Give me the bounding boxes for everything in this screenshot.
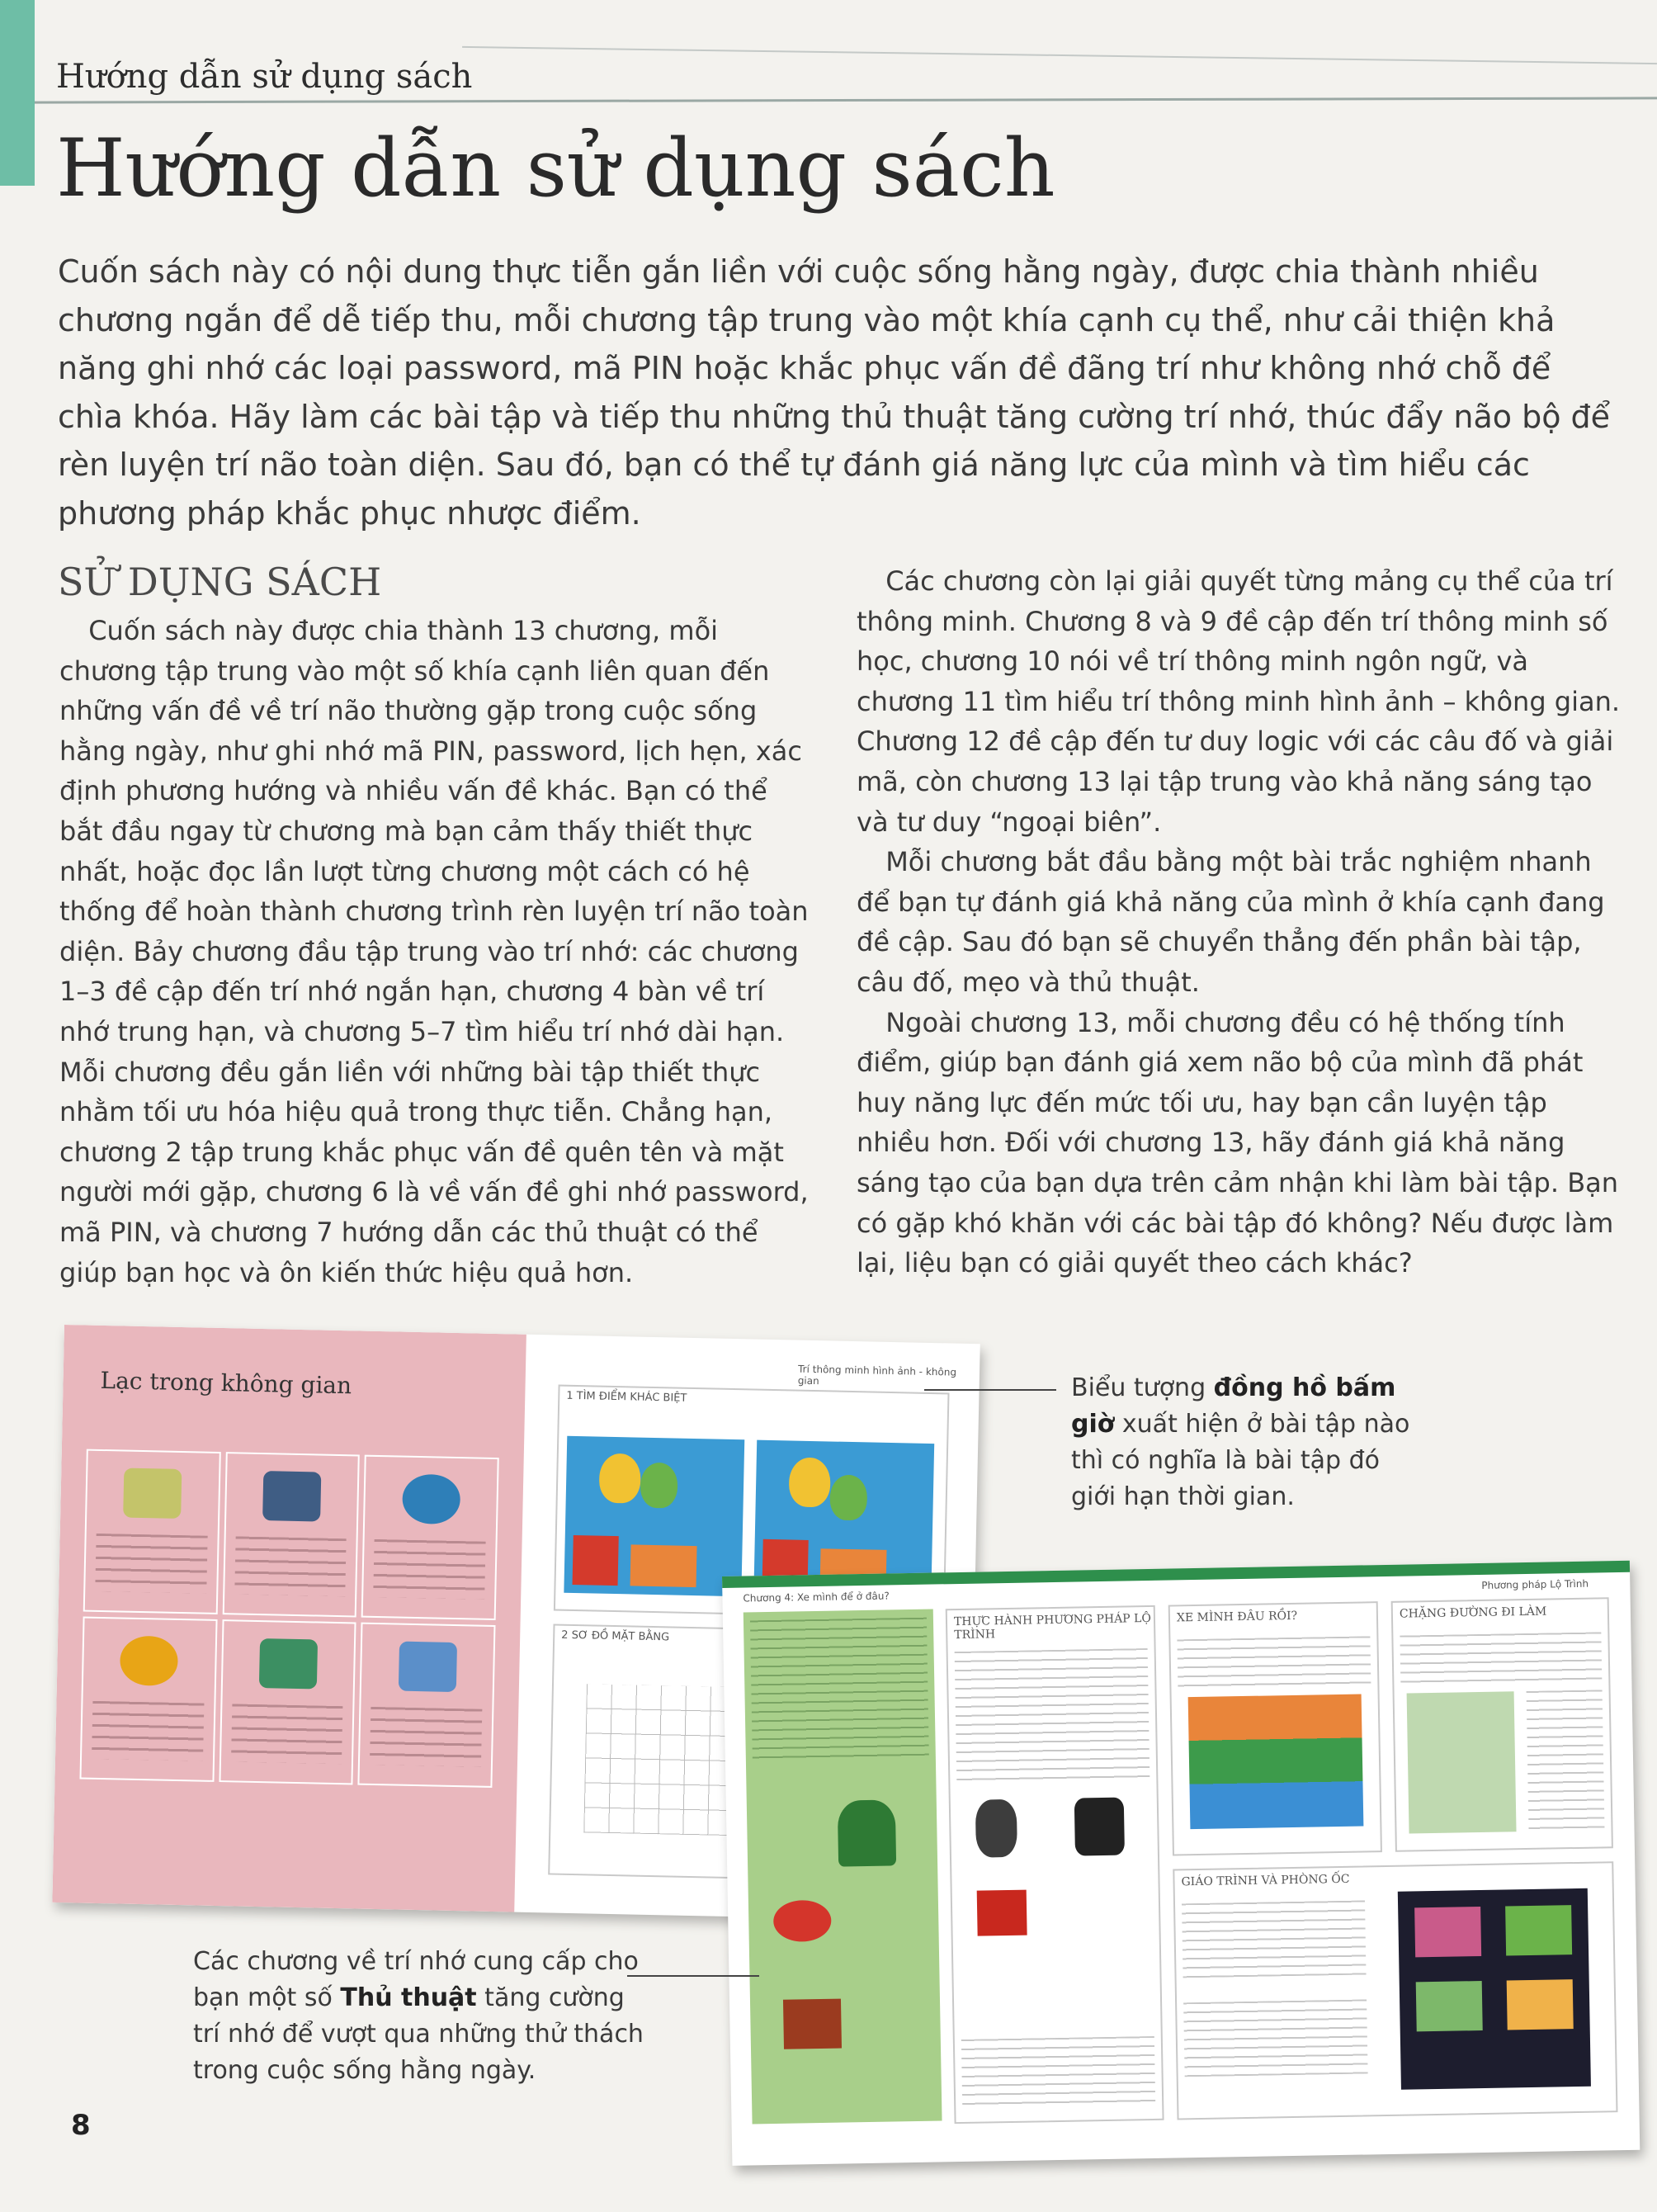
callout-text: Các chương về trí nhớ cung cấp cho bạn một số [193,1947,639,2012]
section-heading: SỬ DỤNG SÁCH [58,560,382,604]
puzzle-picture-a [564,1436,744,1596]
body-paragraph: Ngoài chương 13, mỗi chương đều có hệ thống tính điểm, giúp bạn đánh giá xem não bộ của mình đã phát huy năng lực đến mức tối ưu, hay bạn cần luyện tập nhiều hơn. Đối với chương 13, hãy đánh giá khả năng sáng tạo của bạn dựa trên cảm nhận khi làm bài tập. Bạn có gặp khó khăn với các bài tập đó không? Nếu được làm lại, liệu bạn có giải quyết theo cách khác? [857,1006,1619,1279]
text-lines [750,1618,929,1761]
bird-icon [975,1799,1017,1858]
book-icon [1416,1981,1483,2031]
book-icon [1505,1905,1572,1955]
callout-text: tăng cường trí nhớ để vượt qua những thử thách trong cuộc sống hằng ngày. [193,1983,644,2085]
text-lines [231,1704,343,1764]
tree-icon [838,1799,896,1866]
text-lines [1400,1632,1602,1685]
text-lines [955,1648,1150,1784]
castle-icon [783,1999,842,2049]
spread-left-page [52,1325,526,1912]
intro-paragraph: Cuốn sách này có nội dung thực tiễn gắn liền với cuộc sống hằng ngày, được chia thành nhiều chương ngắn để dễ tiếp thu, mỗi chương tập trung vào một khía cạnh cụ thể, như cải thiện khả năng ghi nhớ các loại password, mã PIN hoặc khắc phục vấn đề đãng trí như không nhớ chỗ để chìa khóa. Hãy làm các bài tập và tiếp thu những thủ thuật tăng cường trí nhớ, thúc đẩy não bộ để rèn luyện trí não toàn diện. Sau đó, bạn có thể tự đánh giá năng lực của mình và tìm hiểu các phương pháp khắc phục nhược điểm. [58,253,1611,532]
header-rule-top [462,46,1657,64]
monster-icon [1074,1798,1125,1856]
callout-leader-top [924,1389,1056,1391]
exercise-grid [79,1449,498,1788]
callout-bold: đồng hồ bấm giờ [1071,1373,1396,1439]
exercise-title: CHẶNG ĐƯỜNG ĐI LÀM [1399,1605,1547,1621]
technique-panel [744,1609,942,2125]
exercise-column [1173,1861,1617,2120]
callout-tips [193,1944,655,2089]
text-lines [1182,1900,1367,1978]
balloon-shape [599,1453,641,1504]
chapter-tab-marker [0,0,35,186]
map-icon [259,1638,318,1689]
exercise-cell [222,1452,360,1617]
exercise-column [946,1605,1164,2124]
text-lines [374,1539,486,1600]
cake-shape [630,1544,697,1587]
spread-tag: Trí thông minh hình ảnh - không gian [797,1363,957,1387]
sample-spread-route [722,1561,1640,2166]
parking-garage-illustration [1188,1694,1364,1830]
text-lines [370,1707,482,1767]
exercise-cell [361,1455,499,1620]
callout-text: Biểu tượng [1071,1373,1214,1402]
header-rule [35,97,1657,103]
tape-icon [120,1636,178,1686]
exercise-title: XE MÌNH ĐÂU RỒI? [1176,1609,1298,1625]
book-icon [1414,1907,1481,1957]
spread-chapter-title: Lạc trong không gian [100,1366,352,1400]
body-paragraph: Cuốn sách này được chia thành 13 chương, mỗi chương tập trung vào một số khía cạnh liên quan đến những vấn đề về trí não thường gặp trong cuộc sống hằng ngày, như ghi nhớ mã PIN, password, lịch hẹn, xác định phương hướng và nhiều vấn đề khác. Bạn có thể bắt đầu ngay từ chương mà bạn cảm thấy thiết thực nhất, hoặc đọc lần lượt từng chương một cách có hệ thống để hoàn thành chương trình rèn luyện trí não toàn diện. Bảy chương đầu tập trung vào trí nhớ: các chương 1–3 đề cập đến trí nhớ ngắn hạn, chương 4 bàn về trí nhớ trung hạn, và chương 5–7 tìm hiểu trí nhớ dài hạn. Mỗi chương đều gắn liền với những bài tập thiết thực nhằm tối ưu hóa hiệu quả trong thực tiễn. Chẳng hạn, chương 2 tập trung khắc phục vấn đề quên tên và mặt người mới gặp, chương 6 là về vấn đề ghi nhớ password, mã PIN, và chương 7 hướng dẫn các thủ thuật có thể giúp bạn học và ôn kiến thức hiệu quả hơn. [59,615,809,1288]
spread-chapter-label: Chương 4: Xe mình để ở đâu? [743,1590,890,1605]
callout-bold: Thủ thuật [340,1983,477,2012]
balloon-shape [829,1474,867,1520]
right-column [857,561,1628,1283]
flowers-icon [773,1900,832,1942]
red-square-icon [977,1890,1027,1936]
balloon-shape [640,1463,678,1509]
balloon-shape [789,1457,831,1507]
gift-shape [573,1535,619,1586]
exercise-column [1168,1601,1382,1855]
text-lines [95,1534,207,1594]
car-icon [262,1471,321,1521]
exercise-cell [358,1623,496,1788]
body-paragraph: Các chương còn lại giải quyết từng mảng cụ thể của trí thông minh. Chương 8 và 9 đề cập đến trí thông minh số học, chương 10 nói về trí thông minh ngôn ngữ, và chương 11 tìm hiểu trí thông minh hình ảnh – không gian. Chương 12 đề cập đến tư duy logic với các câu đố và giải mã, còn chương 13 lại tập trung vào khả năng sáng tạo và tư duy “ngoại biên”. [857,565,1621,838]
answer-lines [1527,1690,1605,1832]
exercise-cell [83,1449,221,1614]
running-head: Hướng dẫn sử dụng sách [56,58,473,96]
exercise-title: 2 SƠ ĐỒ MẶT BẰNG [561,1628,670,1644]
exercise-title: GIÁO TRÌNH VÀ PHÒNG ỐC [1181,1872,1350,1889]
answer-lines [1183,1999,1368,2077]
city-map-illustration [1407,1691,1517,1833]
exercise-title: 1 TÌM ĐIỂM KHÁC BIỆT [566,1389,687,1405]
text-lines [1177,1636,1371,1689]
left-column [59,611,819,1293]
objects-icon [123,1468,182,1519]
book-icon [1507,1979,1574,2030]
exercise-title: THỰC HÀNH PHƯƠNG PHÁP LỘ TRÌNH [953,1611,1152,1642]
exercise-column [1391,1597,1613,1852]
page-number: 8 [71,2109,91,2142]
deckchair-icon [398,1642,456,1692]
callout-stopwatch [1071,1370,1418,1515]
body-paragraph: Mỗi chương bắt đầu bằng một bài trắc nghiệm nhanh để bạn tự đánh giá khả năng của mình ở khía cạnh đang đề cập. Sau đó bạn sẽ chuyển thẳng đến phần bài tập, câu đố, mẹo và thủ thuật. [857,846,1605,998]
text-lines [234,1536,347,1596]
text-lines [92,1701,204,1761]
exercise-cell [79,1617,217,1782]
page-title: Hướng dẫn sử dụng sách [56,122,1055,215]
exercise-cell [219,1619,356,1784]
floor-plan-grid [583,1684,735,1836]
spread-tag: Phương pháp Lộ Trình [1481,1577,1589,1591]
compass-icon [402,1474,460,1524]
answer-lines [961,2036,1155,2106]
callout-text: xuất hiện ở bài tập nào thì có nghĩa là bài tập đó giới hạn thời gian. [1071,1410,1410,1511]
